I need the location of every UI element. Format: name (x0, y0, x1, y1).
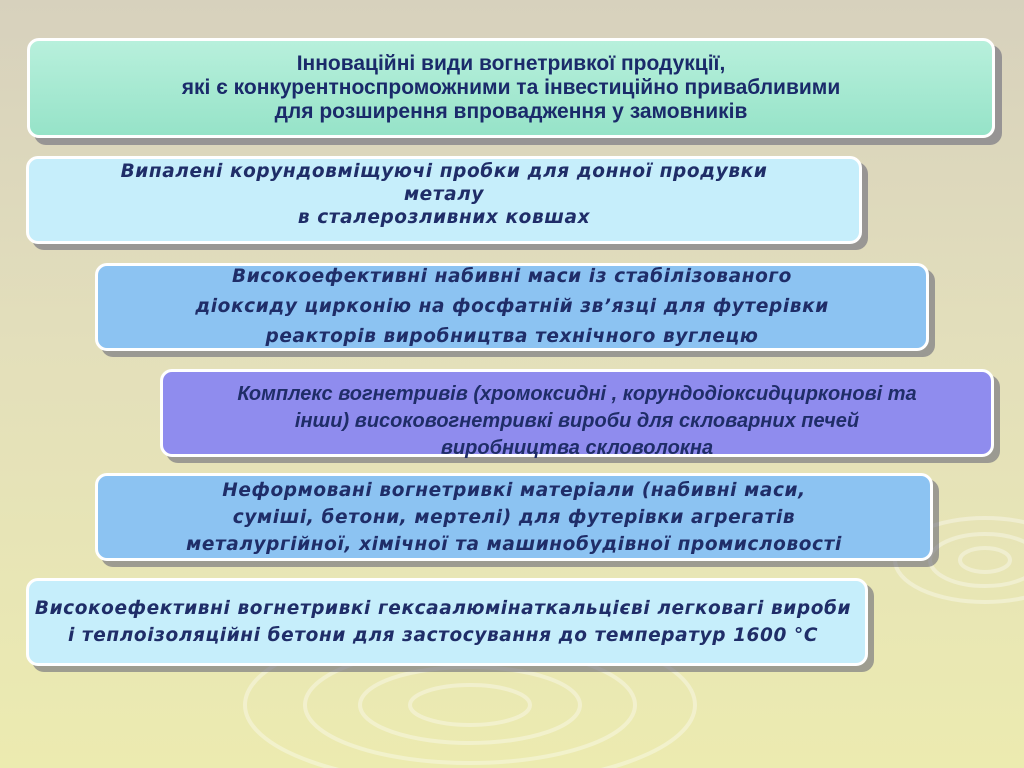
slide-title-box (27, 38, 995, 138)
product-3-line-3: виробництва скловолокна (440, 436, 714, 459)
product-1-line-1: Випалені корундовміщуючі пробки для донної продувки (120, 160, 768, 182)
product-1-line-2: металу (403, 183, 485, 205)
product-box-1 (26, 156, 862, 244)
product-2-line-2: діоксиду цирконію на фосфатній зв’язці для футерівки (195, 296, 829, 317)
product-4-line-2: суміші, бетони, мертелі) для футерівки агрегатів (232, 506, 796, 528)
product-5-line-2: і теплоізоляційні бетони для застосування до температур 1600 °С (67, 625, 819, 646)
slide-title-line-3: для розширення впровадження у замовників (274, 100, 748, 123)
product-box-4 (95, 473, 933, 561)
product-4-line-1: Неформовані вогнетривкі матеріали (набивні маси, (222, 479, 806, 501)
product-2-line-1: Високоефективні набивні маси із стабілізованого (232, 266, 792, 287)
product-3-line-1: Комплекс вогнетривів (хромоксидні , корундодіоксидцирконові та (237, 382, 917, 405)
product-2-line-3: реакторів виробництва технічного вуглецю (265, 326, 759, 347)
slide-title-line-1: Інноваційні види вогнетривкої продукції, (296, 52, 726, 75)
product-1-line-3: в сталерозливних ковшах (297, 206, 591, 228)
product-box-2 (95, 263, 929, 351)
product-5-line-1: Високоефективні вогнетривкі гексаалюмінаткальцієві легковагі вироби (34, 598, 852, 619)
product-box-5 (26, 578, 868, 666)
product-4-line-3: металургійної, хімічної та машинобудівної промисловості (186, 533, 842, 555)
product-box-3 (160, 369, 994, 457)
slide-title-line-2: які є конкурентноспроможними та інвестиційно привабливими (181, 76, 841, 99)
product-3-line-2: інши) високовогнетривкі вироби для скловарних печей (294, 409, 860, 432)
